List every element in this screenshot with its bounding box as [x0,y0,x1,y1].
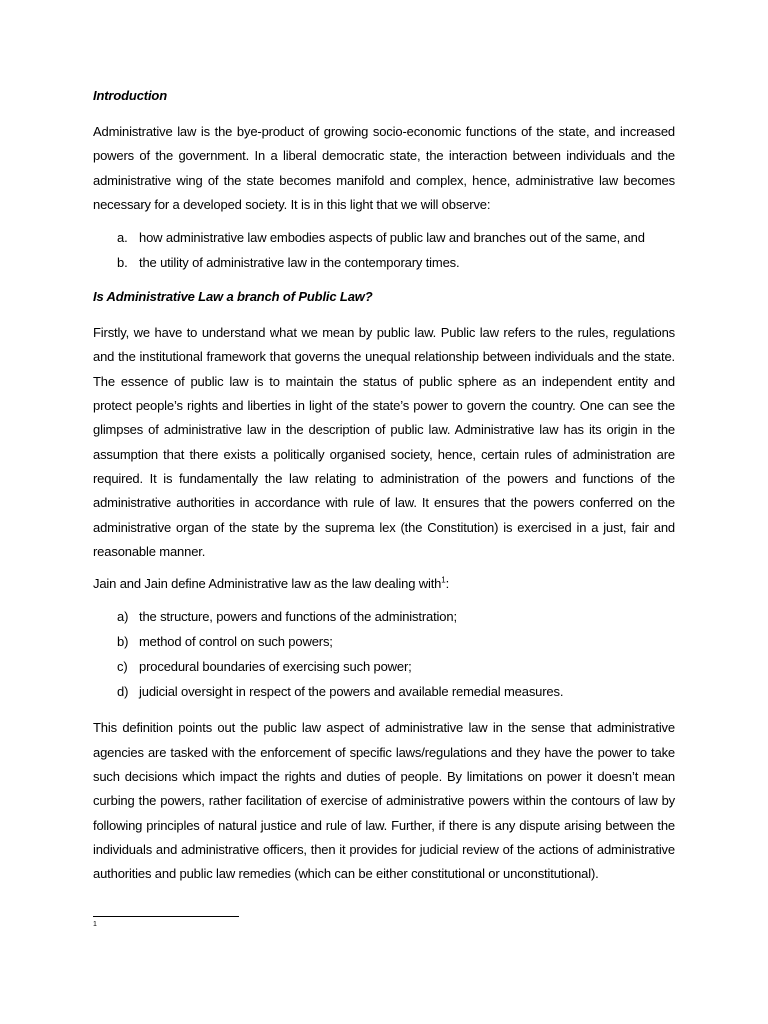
section-paragraph-1: Firstly, we have to understand what we mean by public law. Public law refers to the rules, regulations and the institutional framework that governs the unequal relationship between individuals and the state. The essence of public law is to maintain the status of public sphere as an independent entity and protect people’s rights and liberties in light of the state’s power to govern the country. One can see the glimpses of administrative law in the description of public law. Administrative law has its origin in the assumption that there exists a politically organised society, hence, certain rules of administration are required. It is fundamentally the law relating to administration of the powers and functions of the administrative authorities in accordance with rule of law. It ensures that the powers conferred on the administrative organ of the state by the suprema lex (the Constitution) is exercised in a just, fair and reasonable manner. [93,325,675,559]
document-page [93,86,675,895]
intro-heading: Introduction [93,88,168,103]
list-marker: b. [117,255,128,271]
intro-paragraph: Administrative law is the bye-product of growing socio-economic functions of the state, and increased powers of the government. In a liberal democratic state, the interaction between individuals and the administrative wing of the state becomes manifold and complex, hence, administrative law becomes necessary for a developed society. It is in this light that we will observe: [93,124,675,212]
list-item-text: judicial oversight in respect of the powers and available remedial measures. [139,684,564,700]
list-item-text: method of control on such powers; [139,634,333,650]
intro-list [93,225,675,275]
definition-colon: : [445,576,450,592]
list-marker: c) [117,659,128,675]
list-item [93,604,675,629]
section-paragraph-3: This definition points out the public law aspect of administrative law in the sense that administrative agencies are tasked with the enforcement of specific laws/regulations and they have the power to take such decisions which impact the rights and duties of people. By limitations on power it doesn’t mean curbing the powers, rather facilitation of exercise of administrative powers within the contours of law by following principles of natural justice and rule of law. Further, if there is any dispute arising between the individuals and administrative officers, then it provides for judicial review of the actions of administrative authorities and public law remedies (which can be either constitutional or unconstitutional). [93,720,675,882]
definition-list [93,604,675,704]
footnote-divider [93,916,239,917]
list-item-text: the utility of administrative law in the contemporary times. [139,255,460,271]
list-item-text: how administrative law embodies aspects of public law and branches out of the same, and [139,230,645,246]
list-item [93,654,675,679]
list-marker: d) [117,684,129,700]
list-item-text: procedural boundaries of exercising such power; [139,659,412,675]
list-item-text: the structure, powers and functions of the administration; [139,609,457,625]
list-marker: b) [117,634,129,650]
definition-intro-text: Jain and Jain define Administrative law as the law dealing with [93,576,442,592]
list-item [93,250,675,275]
footnote-number: 1 [93,921,97,928]
section-heading: Is Administrative Law a branch of Public Law? [93,289,373,305]
list-item [93,225,675,250]
section-paragraph-2 [93,572,675,596]
list-item [93,679,675,704]
list-item [93,629,675,654]
list-marker: a) [117,609,129,625]
footnote-reference[interactable]: 1 [441,575,446,585]
list-marker: a. [117,230,128,246]
